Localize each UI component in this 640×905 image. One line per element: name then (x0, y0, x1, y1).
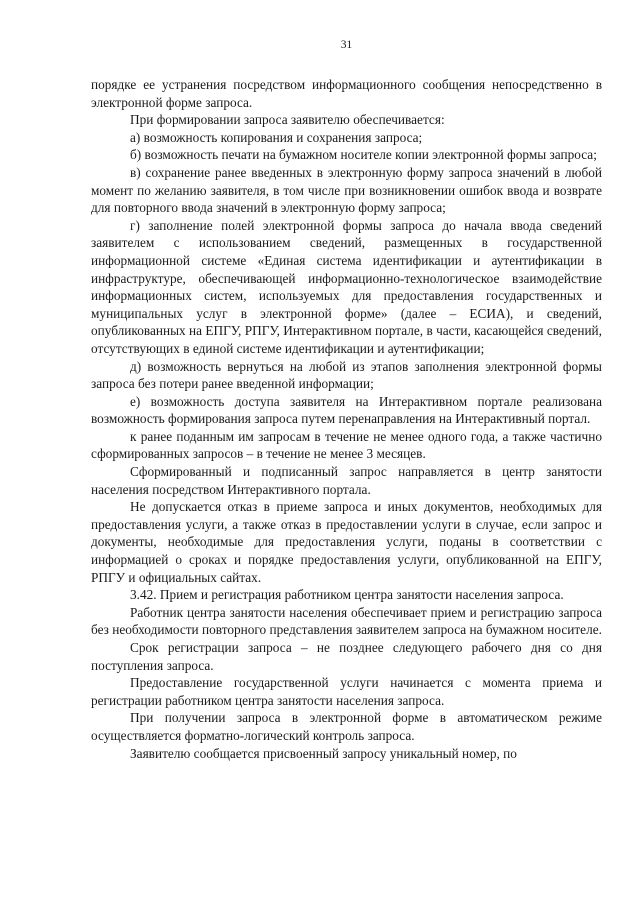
list-item-b: б) возможность печати на бумажном носителе копии электронной формы запроса; (130, 147, 597, 163)
section-heading-3-42: 3.42. Прием и регистрация работником центра занятости населения запроса. (130, 587, 564, 603)
list-item-e: е) возможность доступа заявителя на Интерактивном портале реализована возможность формирования запроса путем перенаправления на Интерактивный портал. (91, 393, 602, 427)
list-item-v: в) сохранение ранее введенных в электронную форму запроса значений в любой момент по желанию заявителя, в том числе при возникновении ошибок ввода и возврате для повторного ввода значений в электронную форму запроса; (91, 164, 602, 216)
paragraph-no-refusal: Не допускается отказ в приеме запроса и иных документов, необходимых для предоставления услуги, а также отказ в предоставлении услуги в случае, если запрос и документы, необходимые для предоставления услуги, поданы в соответствии с информацией о сроках и порядке предоставления услуги, опубликованной на ЕПГУ, РПГУ и официальных сайтах. (91, 499, 602, 585)
paragraph-continuation: порядке ее устранения посредством информационного сообщения непосредственно в электронной форме запроса. (91, 77, 602, 110)
paragraph-reception: Работник центра занятости населения обеспечивает прием и регистрацию запроса без необходимости повторного представления заявителем запроса на бумажном носителе. (91, 604, 602, 638)
paragraph-registration-term: Срок регистрации запроса – не позднее следующего рабочего дня со дня поступления запроса. (91, 640, 602, 673)
document-body (91, 76, 602, 762)
page-number: 31 (340, 39, 353, 51)
paragraph-unique-number: Заявителю сообщается присвоенный запросу уникальный номер, по (130, 745, 517, 761)
list-item-a: а) возможность копирования и сохранения запроса; (130, 129, 423, 145)
list-item-g: г) заполнение полей электронной формы запроса до начала ввода сведений заявителем с использованием сведений, размещенных в государственной информационной системе «Единая система идентификации и аутентификации в инфраструктуре, обеспечивающей информационно-технологическое взаимодействие информационных систем, используемых для предоставления государственных и муниципальных услуг в электронной форме» (далее – ЕСИА), и сведений, опубликованных на ЕПГУ, РПГУ, Интерактивном портале, в части, касающейся сведений, отсутствующих в единой системе идентификации и аутентификации; (91, 217, 602, 356)
paragraph-intro: При формировании запроса заявителю обеспечивается: (130, 112, 445, 128)
paragraph-service-start: Предоставление государственной услуги начинается с момента приема и регистрации работником центра занятости населения запроса. (91, 675, 602, 708)
paragraph-submission: Сформированный и подписанный запрос направляется в центр занятости населения посредством Интерактивного портала. (91, 464, 602, 497)
paragraph-access: к ранее поданным им запросам в течение не менее одного года, а также частично сформированных запросов – в течение не менее 3 месяцев. (91, 428, 602, 462)
paragraph-format-control: При получении запроса в электронной форме в автоматическом режиме осуществляется форматно-логический контроль запроса. (91, 710, 602, 743)
list-item-d: д) возможность вернуться на любой из этапов заполнения электронной формы запроса без потери ранее введенной информации; (91, 358, 602, 392)
